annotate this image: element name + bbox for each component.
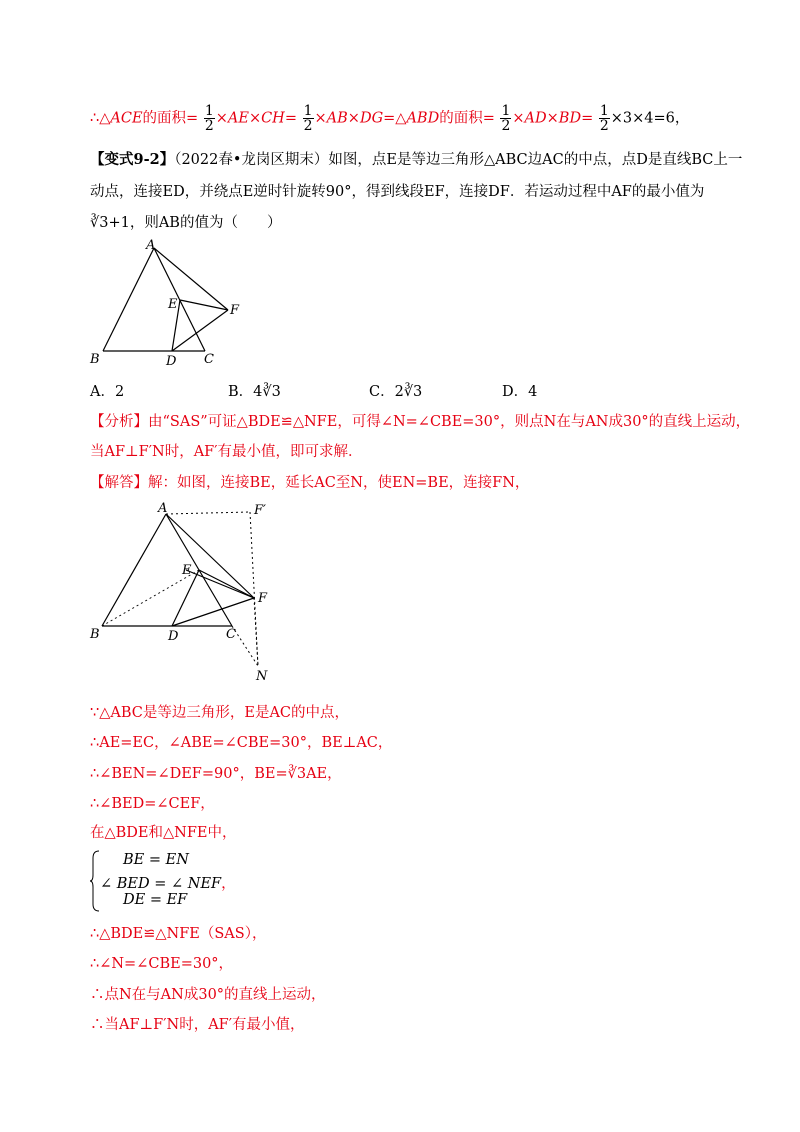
label-c: C <box>226 627 236 642</box>
analysis-line-1: 【分析】由“SAS”可证△BDE≌△NFE，可得∠N=∠CBE=30°，则点N在与AN成30°的直线上运动， <box>90 414 751 430</box>
label-f: F <box>258 591 268 606</box>
segment-ab <box>103 248 154 351</box>
step-6: ∴△BDE≌△NFE（SAS）， <box>90 926 267 942</box>
label-c: C <box>204 352 214 367</box>
problem-line-2: 动点，连接ED，并绕点E逆时针旋转90°，得到线段EF，连接DF．若运动过程中AF的最小值为 <box>90 184 705 200</box>
segment-ac <box>154 248 205 351</box>
label-a: A <box>146 238 156 253</box>
label-b: B <box>90 627 100 642</box>
step-8: ∴点N在与AN成30°的直线上运动， <box>90 987 326 1003</box>
dashed-be <box>102 570 199 626</box>
problem-line-3: ∛3+1，则AB的值为（ ） <box>90 215 282 231</box>
segment-df <box>172 598 254 626</box>
dashed-af-prime <box>166 512 250 514</box>
solution-figure <box>86 500 286 690</box>
label-a: A <box>158 501 168 516</box>
step-3: ∴∠BEN=∠DEF=90°，BE=∛3AE， <box>90 766 342 782</box>
analysis-line-2: 当AF⊥F′N时，AF′有最小值，即可求解． <box>90 444 363 460</box>
label-n: N <box>256 669 268 684</box>
left-brace-icon <box>90 850 100 912</box>
problem-line-1: 【变式9-2】（2022春•龙岗区期末）如图，点E是等边三角形△ABC边AC的中点，点D是直线BC上一 <box>90 151 743 168</box>
label-b: B <box>90 352 100 367</box>
segment-e-f-upper <box>186 570 254 598</box>
option-d[interactable]: D．4 <box>502 384 538 400</box>
step-5: 在△BDE和△NFE中， <box>90 825 237 841</box>
step-1: ∵△ABC是等边三角形，E是AC的中点， <box>90 705 350 721</box>
step-4: ∴∠BED=∠CEF， <box>90 796 215 812</box>
step-7: ∴∠N=∠CBE=30°， <box>90 956 234 972</box>
label-f-prime: F′ <box>254 503 266 518</box>
step-9: ∴当AF⊥F′N时，AF′有最小值， <box>90 1017 305 1033</box>
congruence-system <box>90 850 236 912</box>
problem-figure <box>88 238 258 373</box>
option-a[interactable]: A．2 <box>90 384 125 400</box>
step-2: ∴AE=EC，∠ABE=∠CBE=30°，BE⊥AC， <box>90 735 393 751</box>
system-row-2: ∠ BED = ∠ NEF， <box>100 876 236 892</box>
label-d: D <box>166 354 177 369</box>
option-c[interactable]: C．2∛3 <box>369 384 423 400</box>
label-e: E <box>182 563 192 578</box>
solution-intro: 【解答】解：如图，连接BE，延长AC至N，使EN=BE，连接FN， <box>90 475 530 491</box>
segment-ab <box>102 514 166 626</box>
label-e: E <box>168 297 178 312</box>
option-b[interactable]: B．4∛3 <box>228 384 281 400</box>
system-row-3: DE = EF <box>123 892 188 908</box>
segment-af <box>154 248 228 310</box>
segment-df <box>172 310 228 351</box>
area-computation-line: ∴△ACE的面积= $\frac{1}{2}$ ×AE×CH= $\frac{1}{2}$ ×AB×DG=△ABD的面积= $\frac{1}{2}$ ×AD×BD= $\frac{1}{2}$ ×3×4=6， <box>90 103 690 134</box>
label-d: D <box>168 629 179 644</box>
label-f: F <box>230 303 240 318</box>
system-row-1: BE = EN <box>123 852 189 868</box>
dashed-fprime-n <box>250 512 258 666</box>
segment-ef <box>180 300 228 310</box>
segment-af <box>166 514 254 598</box>
